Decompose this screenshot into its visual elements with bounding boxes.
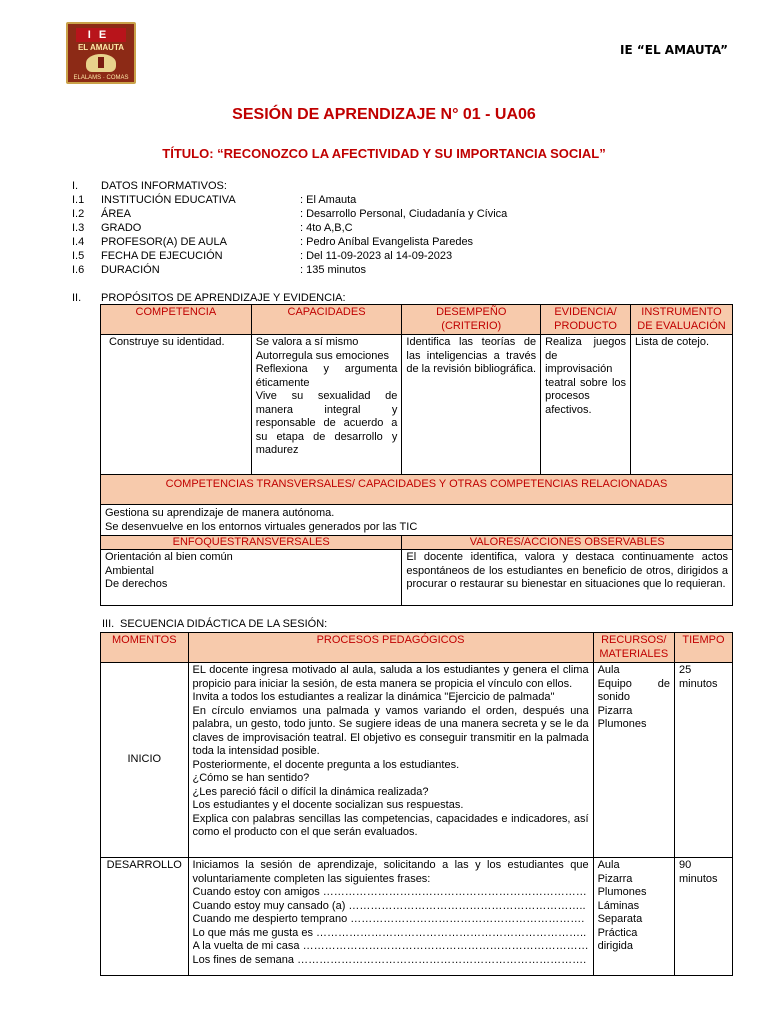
info-num: I.3 xyxy=(72,222,85,234)
datos-informativos xyxy=(72,179,692,277)
desempeno-cell: Identifica las teorías de las inteligencias a través de la revisión bibliográfica. xyxy=(402,335,541,475)
desarrollo-resources-cell: Aula Pizarra Plumones Láminas Separata Práctica dirigida xyxy=(593,858,674,976)
moment-desarrollo: DESARROLLO xyxy=(101,858,189,976)
col-header: INSTRUMENTO DE EVALUACIÓN xyxy=(631,305,733,335)
info-label: DURACIÓN xyxy=(101,264,160,276)
session-subtitle: TÍTULO: “RECONOZCO LA AFECTIVIDAD Y SU IMPORTANCIA SOCIAL” xyxy=(162,146,606,161)
evidencia-cell: Realiza juegos de improvisación teatral sobre los procesos afectivos. xyxy=(541,335,631,475)
info-row xyxy=(72,235,692,249)
capacidades-cell: Se valora a sí mismo Autorregula sus emociones Reflexiona y argumenta éticamente Vive su sexualidad de manera integral y responsable de acuerdo a su etapa de desarrollo y madurez xyxy=(251,335,402,475)
logo-ie-text: IE xyxy=(76,28,126,42)
info-label: FECHA DE EJECUCIÓN xyxy=(101,250,223,262)
info-value: : Desarrollo Personal, Ciudadanía y Cívica xyxy=(300,208,508,220)
instrumento-cell: Lista de cotejo. xyxy=(631,335,733,475)
transversal-header: COMPETENCIAS TRANSVERSALES/ CAPACIDADES Y OTRAS COMPETENCIAS RELACIONADAS xyxy=(101,475,733,505)
enfoques-cell: Orientación al bien común Ambiental De derechos xyxy=(101,550,402,606)
info-value: : Del 11-09-2023 al 14-09-2023 xyxy=(300,250,453,262)
info-row xyxy=(72,263,692,277)
info-label: PROFESOR(A) DE AULA xyxy=(101,236,227,248)
info-num: I.1 xyxy=(72,194,85,206)
info-num: I.5 xyxy=(72,250,85,262)
transversal-cell: Gestiona su aprendizaje de manera autónoma. Se desenvuelve en los entornos virtuales generados por las TIC xyxy=(101,505,733,536)
valores-header: VALORES/ACCIONES OBSERVABLES xyxy=(402,536,733,550)
info-value: : Pedro Aníbal Evangelista Paredes xyxy=(300,236,474,248)
info-label: ÁREA xyxy=(101,208,131,220)
col-header: PROCESOS PEDAGÓGICOS xyxy=(188,633,593,663)
valores-cell: El docente identifica, valora y destaca continuamente actos espontáneos de los estudiantes en beneficio de otros, dirigidos a procurar o restaurar su bienestar en situaciones que lo requieran. xyxy=(402,550,733,606)
info-num: I.2 xyxy=(72,208,85,220)
info-label: GRADO xyxy=(101,222,142,234)
desarrollo-time-cell: 90 minutos xyxy=(675,858,733,976)
logo-name-text: EL AMAUTA xyxy=(77,43,125,52)
col-header: TIEMPO xyxy=(675,633,733,663)
col-header: EVIDENCIA/ PRODUCTO xyxy=(541,305,631,335)
info-value: : 135 minutos xyxy=(300,264,367,276)
moment-inicio: INICIO xyxy=(101,663,189,858)
info-num: I.4 xyxy=(72,236,85,248)
info-label: INSTITUCIÓN EDUCATIVA xyxy=(101,194,236,206)
purposes-table xyxy=(100,304,733,606)
logo-emblem-icon xyxy=(86,54,116,72)
school-logo xyxy=(66,22,136,84)
inicio-time-cell: 25 minutos xyxy=(675,663,733,858)
section-heading: II. PROPÓSITOS DE APRENDIZAJE Y EVIDENCIA: xyxy=(72,292,346,304)
enfoques-header: ENFOQUESTRANSVERSALES xyxy=(101,536,402,550)
info-row xyxy=(72,207,692,221)
school-name: IE “EL AMAUTA” xyxy=(620,43,728,57)
col-header: DESEMPEÑO (CRITERIO) xyxy=(402,305,541,335)
section-heading: III. SECUENCIA DIDÁCTICA DE LA SESIÓN: xyxy=(102,618,328,630)
logo-city-text: ELALAMS · COMAS xyxy=(73,75,129,81)
inicio-process-cell: EL docente ingresa motivado al aula, saluda a los estudiantes y genera el clima propicio para iniciar la sesión, de esta manera se propicia el vínculo con ellos. Invita a todos los estudiantes a realizar la dinámica "Ejercicio de palmada" En círculo enviamos una palmada y vamos variando el orden, después una palabra, un gesto, todo junto. Se sugiere ideas de una manera secreta y se le da claves de improvisación teatral. El objetivo es conseguir transmitir en la palmada toda la intensidad posible. Posteriormente, el docente pregunta a los estudiantes. ¿Cómo se han sentido? ¿Les pareció fácil o difícil la dinámica realizada? Los estudiantes y el docente socializan sus respuestas. Explica con palabras sencillas las competencias, capacidades e indicadores, así como el producto con el que serán evaluados. xyxy=(188,663,593,858)
col-header: CAPACIDADES xyxy=(251,305,402,335)
col-header: RECURSOS/ MATERIALES xyxy=(593,633,674,663)
col-header: MOMENTOS xyxy=(101,633,189,663)
info-row xyxy=(72,193,692,207)
sequence-table xyxy=(100,632,733,976)
info-row xyxy=(72,249,692,263)
session-title: SESIÓN DE APRENDIZAJE N° 01 - UA06 xyxy=(232,106,536,123)
info-row xyxy=(72,221,692,235)
section-heading: I. DATOS INFORMATIVOS: xyxy=(72,180,227,192)
info-num: I.6 xyxy=(72,264,85,276)
desarrollo-process-cell: Iniciamos la sesión de aprendizaje, solicitando a las y los estudiantes que voluntariamente completen las siguientes frases: Cuando estoy con amigos ……………………………………………………………… Cuando estoy muy cansado (a) ……………………………………………………….. Cuando me despierto temprano ………………………………………………………. Lo que más me gusta es ……………………………………………………………….. A la vuelta de mi casa …………………………………………………………………… Los fines de semana ……………………………………………………………………. xyxy=(188,858,593,976)
inicio-resources-cell: Aula Equipo de sonido Pizarra Plumones xyxy=(593,663,674,858)
info-value: : El Amauta xyxy=(300,194,357,206)
info-value: : 4to A,B,C xyxy=(300,222,353,234)
competencia-cell: Construye su identidad. xyxy=(101,335,252,475)
col-header: COMPETENCIA xyxy=(101,305,252,335)
